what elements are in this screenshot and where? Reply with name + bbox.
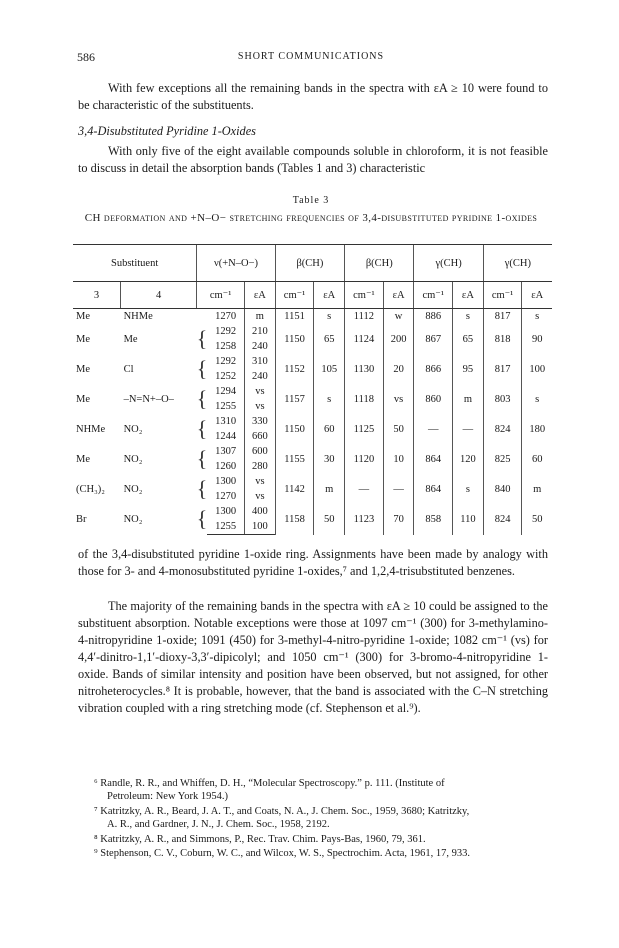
subheader-3: 3	[73, 282, 121, 309]
subheader-cm: cm⁻¹	[275, 282, 314, 309]
cell-nu-cm: 1244	[215, 431, 237, 442]
cell-substituent-3: Me	[76, 363, 90, 375]
cell-beta-1-epsilon: 30	[314, 444, 345, 474]
header-gamma-ch-2: γ(CH)	[483, 245, 552, 282]
cell-gamma-1-cm: 867	[414, 324, 453, 354]
brace-mark: {	[196, 386, 208, 411]
cell-beta-1-cm: 1151	[275, 309, 314, 325]
cell-nu-cm: 1270	[215, 491, 237, 502]
brace-mark: {	[196, 476, 208, 501]
cell-gamma-2-cm: 824	[483, 504, 522, 535]
cell-gamma-1-cm: 864	[414, 444, 453, 474]
subheader-epsilon: εA	[314, 282, 345, 309]
table-row	[73, 444, 552, 459]
subheader-4: 4	[121, 282, 197, 309]
cell-gamma-2-cm: 818	[483, 324, 522, 354]
table-row	[73, 324, 552, 339]
cell-gamma-1-epsilon: 95	[453, 354, 484, 384]
cell-beta-2-cm: 1118	[345, 384, 384, 414]
data-table	[73, 244, 552, 535]
footnote-8	[94, 833, 550, 846]
cell-nu-epsilon: 310	[245, 354, 276, 369]
header-nu-no: ν(+N–O−)	[197, 245, 276, 282]
table-sub-header-row	[73, 282, 552, 309]
footnote-text: Stephenson, C. V., Coburn, W. C., and Wilcox, W. S., Spectrochim. Acta, 1961, 17, 933.	[100, 848, 471, 859]
table-row	[73, 354, 552, 369]
cell-beta-1-cm: 1152	[275, 354, 314, 384]
cell-nu-cm: 1255	[207, 519, 244, 535]
cell-nu-cm: 1307	[215, 446, 237, 457]
cell-substituent-4: NO₂	[123, 483, 143, 495]
cell-nu-epsilon: 330	[245, 414, 276, 429]
brace-mark: {	[196, 356, 208, 381]
cell-nu-epsilon: vs	[245, 384, 276, 399]
subheader-cm: cm⁻¹	[483, 282, 522, 309]
cell-gamma-2-cm: 825	[483, 444, 522, 474]
cell-substituent-4: NO₂	[123, 453, 143, 465]
cell-gamma-1-cm: —	[414, 414, 453, 444]
table-row	[73, 414, 552, 429]
cell-beta-1-epsilon: 60	[314, 414, 345, 444]
table-row	[73, 384, 552, 399]
running-title: SHORT COMMUNICATIONS	[237, 51, 385, 62]
cell-gamma-2-cm: 817	[483, 309, 522, 325]
cell-gamma-1-cm: 860	[414, 384, 453, 414]
cell-nu-cm: 1252	[215, 371, 237, 382]
footnote-text-cont: Petroleum: New York 1954.)	[107, 791, 229, 802]
cell-substituent-3: Br	[76, 513, 87, 525]
cell-beta-1-epsilon: 65	[314, 324, 345, 354]
cell-beta-1-cm: 1158	[275, 504, 314, 535]
cell-nu-epsilon: 660	[245, 429, 276, 444]
cell-gamma-1-cm: 858	[414, 504, 453, 535]
footnote-text-cont: A. R., and Gardner, J. N., J. Chem. Soc., 1958, 2192.	[107, 819, 330, 830]
cell-gamma-2-epsilon: 60	[522, 444, 552, 474]
cell-beta-1-epsilon: 50	[314, 504, 345, 535]
cell-gamma-2-epsilon: 90	[522, 324, 552, 354]
cell-nu-cm: 1300	[215, 506, 237, 517]
paragraph-3: of the 3,4-disubstituted pyridine 1-oxide ring. Assignments have been made by analogy with those for 3- and 4-monosubstituted pyridine 1-oxides,⁷ and 1,2,4-trisubstituted benzenes.	[78, 547, 548, 578]
brace-mark: {	[196, 326, 208, 351]
cell-substituent-4: Cl	[123, 363, 134, 375]
cell-nu-epsilon: m	[245, 309, 276, 325]
cell-nu-cm: 1255	[215, 401, 237, 412]
cell-beta-2-epsilon: 20	[383, 354, 414, 384]
cell-nu-epsilon: 600	[245, 444, 276, 459]
cell-nu-cm: 1294	[215, 386, 237, 397]
cell-beta-2-cm: 1112	[345, 309, 384, 325]
cell-beta-2-epsilon: 10	[383, 444, 414, 474]
cell-beta-2-cm: 1124	[345, 324, 384, 354]
paragraph-1: With few exceptions all the remaining bands in the spectra with εA ≥ 10 were found to be characteristic of the substituents.	[78, 81, 548, 112]
footnote-text: Katritzky, A. R., Beard, J. A. T., and Coats, N. A., J. Chem. Soc., 1959, 3680; Katritzky,	[100, 806, 470, 817]
cell-gamma-2-cm: 824	[483, 414, 522, 444]
cell-beta-2-epsilon: vs	[383, 384, 414, 414]
cell-nu-cm: 1292	[215, 356, 237, 367]
cell-gamma-2-cm: 803	[483, 384, 522, 414]
cell-nu-cm: 1258	[215, 341, 237, 352]
cell-nu-epsilon: 400	[245, 504, 276, 519]
cell-gamma-1-epsilon: 110	[453, 504, 484, 535]
subheader-cm: cm⁻¹	[414, 282, 453, 309]
cell-nu-epsilon: 240	[245, 339, 276, 354]
footnote-text: Katritzky, A. R., and Simmons, P., Rec. Trav. Chim. Pays-Bas, 1960, 79, 361.	[100, 834, 426, 845]
footnote-mark: ⁸	[94, 834, 98, 845]
footnote-9	[94, 847, 550, 860]
cell-beta-1-cm: 1150	[275, 414, 314, 444]
table-group-header-row	[73, 245, 552, 282]
footnote-7	[94, 805, 550, 831]
paragraph-4: The majority of the remaining bands in the spectra with εA ≥ 10 could be assigned to the substituent absorption. Notable exceptions were those at 1097 cm⁻¹ (300) for 3-methylamino-4-nitropyridine 1-oxide; 1091 (450) for 3-methyl-4-nitro-pyridine 1-oxide; 1082 cm⁻¹ (vs) for 4,4′-dinitro-1,1′-dioxy-3,3′-dipicolyl; and 1050 cm⁻¹ (300) for 3-bromo-4-nitropyridine 1-oxide. Bands of similar intensity and position have been observed, but not assigned, for other nitroheterocycles.⁸ It is probable, however, that the band is associated with the C–N stretching vibration coupled with a ring stretching mode (cf. Stephenson et al.⁹).	[78, 599, 548, 715]
cell-gamma-2-epsilon: 50	[522, 504, 552, 535]
cell-beta-1-epsilon: s	[314, 309, 345, 325]
cell-nu-epsilon: vs	[245, 399, 276, 414]
cell-nu-cm: 1300	[215, 476, 237, 487]
cell-beta-2-cm: —	[345, 474, 384, 504]
cell-beta-2-cm: 1123	[345, 504, 384, 535]
cell-beta-2-epsilon: 50	[383, 414, 414, 444]
cell-substituent-4: –N=N+–O–	[123, 393, 174, 405]
header-beta-ch-1: β(CH)	[275, 245, 344, 282]
cell-beta-2-epsilon: —	[383, 474, 414, 504]
subheader-epsilon: εA	[383, 282, 414, 309]
subheader-epsilon: εA	[245, 282, 276, 309]
cell-nu-epsilon: vs	[245, 474, 276, 489]
brace-mark: {	[196, 506, 208, 532]
cell-gamma-2-epsilon: 180	[522, 414, 552, 444]
subheader-cm: cm⁻¹	[197, 282, 245, 309]
cell-substituent-3: NHMe	[76, 423, 106, 435]
brace-mark	[197, 309, 208, 325]
cell-gamma-1-cm: 864	[414, 474, 453, 504]
footnote-mark: ⁹	[94, 848, 98, 859]
cell-nu-cm: 1310	[215, 416, 237, 427]
subheader-epsilon: εA	[453, 282, 484, 309]
cell-beta-2-epsilon: 70	[383, 504, 414, 535]
cell-nu-epsilon: vs	[245, 489, 276, 504]
cell-substituent-4: NHMe	[123, 311, 153, 322]
page-number: 586	[77, 50, 95, 64]
cell-beta-2-epsilon: w	[383, 309, 414, 325]
cell-beta-2-cm: 1130	[345, 354, 384, 384]
footnote-mark: ⁶	[94, 778, 98, 789]
cell-nu-epsilon: 100	[245, 519, 276, 535]
cell-nu-epsilon: 280	[245, 459, 276, 474]
cell-gamma-1-epsilon: m	[453, 384, 484, 414]
section-title: 3,4-Disubstituted Pyridine 1-Oxides	[78, 124, 256, 138]
cell-beta-2-cm: 1125	[345, 414, 384, 444]
cell-substituent-3: Me	[76, 393, 90, 405]
cell-nu-cm: 1260	[215, 461, 237, 472]
cell-gamma-2-epsilon: s	[522, 309, 552, 325]
cell-gamma-2-cm: 840	[483, 474, 522, 504]
table-label: Table 3	[292, 195, 330, 206]
table-row	[73, 474, 552, 489]
header-beta-ch-2: β(CH)	[345, 245, 414, 282]
brace-mark: {	[196, 416, 208, 441]
cell-beta-1-epsilon: s	[314, 384, 345, 414]
paragraph-2: With only five of the eight available compounds soluble in chloroform, it is not feasible to discuss in detail the absorption bands (Tables 1 and 3) characteristic	[78, 144, 548, 175]
brace-mark: {	[196, 446, 208, 471]
cell-nu-epsilon: 210	[245, 324, 276, 339]
header-gamma-ch-1: γ(CH)	[414, 245, 483, 282]
cell-gamma-1-epsilon: —	[453, 414, 484, 444]
subheader-cm: cm⁻¹	[345, 282, 384, 309]
cell-substituent-4: NO₂	[123, 513, 143, 525]
cell-gamma-2-epsilon: m	[522, 474, 552, 504]
cell-substituent-3: (CH₃)₂	[76, 483, 105, 495]
footnote-mark: ⁷	[94, 806, 98, 817]
footnote-text: Randle, R. R., and Whiffen, D. H., “Molecular Spectroscopy.” p. 111. (Institute of	[100, 778, 445, 789]
cell-beta-1-cm: 1157	[275, 384, 314, 414]
cell-gamma-2-epsilon: 100	[522, 354, 552, 384]
cell-beta-2-cm: 1120	[345, 444, 384, 474]
table-caption: CH deformation and +N–O− stretching frequencies of 3,4-disubstituted pyridine 1-oxides	[84, 212, 538, 224]
cell-beta-1-cm: 1155	[275, 444, 314, 474]
cell-substituent-4: NO₂	[123, 423, 143, 435]
cell-gamma-1-epsilon: 65	[453, 324, 484, 354]
table-row	[73, 504, 552, 519]
header-substituent: Substituent	[73, 245, 197, 282]
cell-beta-1-cm: 1142	[275, 474, 314, 504]
cell-beta-1-epsilon: m	[314, 474, 345, 504]
cell-gamma-1-cm: 866	[414, 354, 453, 384]
cell-substituent-3: Me	[76, 453, 90, 465]
cell-beta-1-cm: 1150	[275, 324, 314, 354]
footnote-6	[94, 777, 550, 803]
cell-beta-1-epsilon: 105	[314, 354, 345, 384]
cell-substituent-3: Me	[76, 311, 90, 322]
cell-nu-cm: 1270	[215, 311, 237, 322]
cell-substituent-4: Me	[123, 333, 138, 345]
cell-gamma-2-cm: 817	[483, 354, 522, 384]
cell-nu-cm: 1292	[215, 326, 237, 337]
cell-gamma-2-epsilon: s	[522, 384, 552, 414]
subheader-epsilon: εA	[522, 282, 552, 309]
cell-nu-epsilon: 240	[245, 369, 276, 384]
cell-gamma-1-epsilon: s	[453, 309, 484, 325]
cell-beta-2-epsilon: 200	[383, 324, 414, 354]
cell-gamma-1-epsilon: s	[453, 474, 484, 504]
cell-gamma-1-epsilon: 120	[453, 444, 484, 474]
cell-substituent-3: Me	[76, 333, 90, 345]
cell-gamma-1-cm: 886	[414, 309, 453, 325]
table-row	[73, 309, 552, 325]
